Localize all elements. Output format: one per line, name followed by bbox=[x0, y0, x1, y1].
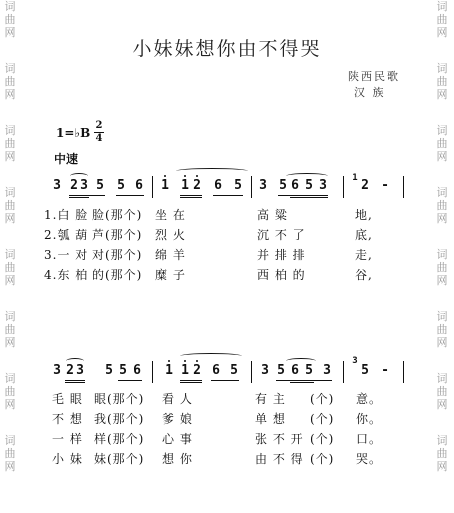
watermark-right-4: 词 曲 网 bbox=[436, 186, 448, 225]
lyric: 单 想 bbox=[255, 412, 286, 426]
end-bar-line bbox=[403, 361, 404, 383]
beam bbox=[180, 195, 202, 196]
time-signature-top: 2 bbox=[95, 120, 103, 131]
slur bbox=[176, 168, 248, 174]
high-octave-dot bbox=[184, 175, 186, 177]
lyric: (个) bbox=[310, 392, 335, 406]
beam bbox=[213, 195, 243, 196]
lyric: 眼(那个) bbox=[94, 392, 145, 406]
notation-line-1 bbox=[0, 173, 454, 200]
beam bbox=[180, 197, 202, 198]
watermark-right-7: 词 曲 网 bbox=[436, 372, 448, 411]
watermark-right-2: 词 曲 网 bbox=[436, 62, 448, 101]
lyric: 沉 不 了 bbox=[257, 228, 306, 242]
watermark-right-6: 词 曲 网 bbox=[436, 310, 448, 349]
lyric: 糜 子 bbox=[155, 268, 186, 282]
bar-line bbox=[251, 361, 252, 383]
end-bar-line bbox=[403, 176, 404, 198]
notation-line-2 bbox=[0, 356, 454, 385]
lyric: 并 排 排 bbox=[257, 248, 306, 262]
note: 6 bbox=[291, 178, 299, 193]
lyric: 意。 bbox=[356, 392, 383, 406]
bar-line bbox=[343, 176, 344, 198]
credit-ethnicity: 汉 族 bbox=[354, 86, 386, 99]
high-octave-dot bbox=[168, 360, 170, 362]
note: 5 bbox=[305, 363, 313, 378]
lyric: 烈 火 bbox=[155, 228, 186, 242]
beam bbox=[118, 380, 142, 381]
slur bbox=[70, 173, 88, 179]
note: 5 bbox=[117, 178, 125, 193]
note: 3 bbox=[259, 178, 267, 193]
key-signature: 1=♭B bbox=[56, 126, 91, 140]
note: 5 bbox=[96, 178, 104, 193]
watermark-right-3: 词 曲 网 bbox=[436, 124, 448, 163]
note: 1 bbox=[181, 178, 189, 193]
lyric: 样(那个) bbox=[94, 432, 145, 446]
beam bbox=[116, 195, 144, 196]
note: 3 bbox=[323, 363, 331, 378]
note: 3 bbox=[76, 363, 84, 378]
watermark-right-5: 词 曲 网 bbox=[436, 248, 448, 287]
note: 3 bbox=[319, 178, 327, 193]
beam bbox=[180, 380, 202, 381]
watermark-left-3: 词 曲 网 bbox=[4, 124, 16, 163]
lyric: 想 你 bbox=[162, 452, 193, 466]
bar-line bbox=[343, 361, 344, 383]
lyric: 西 柏 的 bbox=[257, 268, 306, 282]
note: 6 bbox=[133, 363, 141, 378]
beam bbox=[276, 380, 332, 381]
beam bbox=[69, 197, 89, 198]
dash: - bbox=[381, 178, 389, 193]
note: 5 bbox=[305, 178, 313, 193]
note: 2 bbox=[193, 363, 201, 378]
lyric: 绵 羊 bbox=[155, 248, 186, 262]
bar-line bbox=[152, 176, 153, 198]
slur bbox=[286, 173, 328, 179]
note: 5 bbox=[105, 363, 113, 378]
note: 5 bbox=[279, 178, 287, 193]
lyric: 1.白 脸 bbox=[44, 208, 89, 222]
lyric: 高 粱 bbox=[257, 208, 288, 222]
bar-line bbox=[152, 361, 153, 383]
note: 1 bbox=[181, 363, 189, 378]
lyric: (个) bbox=[310, 412, 335, 426]
beam bbox=[69, 195, 105, 196]
time-signature bbox=[94, 121, 104, 144]
note: 6 bbox=[291, 363, 299, 378]
high-octave-dot bbox=[184, 360, 186, 362]
beam bbox=[278, 195, 328, 196]
note: 3 bbox=[80, 178, 88, 193]
lyric: 3.一 对 bbox=[44, 248, 89, 262]
note: 5 bbox=[361, 363, 369, 378]
watermark-left-8: 词 曲 网 bbox=[4, 434, 16, 473]
lyric: (个) bbox=[310, 432, 335, 446]
slur bbox=[66, 358, 84, 364]
lyric: 对(那个) bbox=[92, 248, 143, 262]
note: 2 bbox=[70, 178, 78, 193]
lyric: 谷, bbox=[355, 268, 373, 282]
watermark-right-8: 词 曲 网 bbox=[436, 434, 448, 473]
high-octave-dot bbox=[196, 175, 198, 177]
beam bbox=[290, 197, 328, 198]
lyric: 脸(那个) bbox=[92, 208, 143, 222]
note: 5 bbox=[230, 363, 238, 378]
lyric: 毛 眼 bbox=[52, 392, 83, 406]
lyric: 心 事 bbox=[162, 432, 193, 446]
note: 6 bbox=[214, 178, 222, 193]
dash: - bbox=[381, 363, 389, 378]
lyric: 地, bbox=[355, 208, 373, 222]
note: 1 bbox=[161, 178, 169, 193]
song-title: 小妹妹想你由不得哭 bbox=[132, 38, 322, 60]
bar-line bbox=[251, 176, 252, 198]
watermark-left-7: 词 曲 网 bbox=[4, 372, 16, 411]
beam bbox=[211, 380, 239, 381]
note: 5 bbox=[234, 178, 242, 193]
note: 5 bbox=[277, 363, 285, 378]
credit-origin: 陕西民歌 bbox=[348, 70, 400, 83]
watermark-right-1: 词 曲 网 bbox=[436, 0, 448, 39]
high-octave-dot bbox=[196, 360, 198, 362]
beam bbox=[65, 380, 85, 381]
lyric: 有 主 bbox=[255, 392, 286, 406]
lyric: 2.瓠 葫 bbox=[44, 228, 89, 242]
lyric: 你。 bbox=[356, 412, 383, 426]
lyric: 哭。 bbox=[356, 452, 383, 466]
lyric: 底, bbox=[355, 228, 373, 242]
grace-note: 1 bbox=[352, 173, 358, 183]
watermark-left-6: 词 曲 网 bbox=[4, 310, 16, 349]
high-octave-dot bbox=[164, 175, 166, 177]
tempo-marking: 中速 bbox=[54, 152, 79, 166]
lyric: 张 不 开 bbox=[255, 432, 304, 446]
time-signature-bottom: 4 bbox=[95, 133, 103, 144]
lyric: 爹 娘 bbox=[162, 412, 193, 426]
lyric: 的(那个) bbox=[92, 268, 143, 282]
lyric: 不 想 bbox=[52, 412, 83, 426]
note: 3 bbox=[53, 363, 61, 378]
note: 6 bbox=[135, 178, 143, 193]
note: 3 bbox=[261, 363, 269, 378]
note: 5 bbox=[119, 363, 127, 378]
watermark-left-4: 词 曲 网 bbox=[4, 186, 16, 225]
lyric: 坐 在 bbox=[155, 208, 186, 222]
lyric: 看 人 bbox=[162, 392, 193, 406]
lyric: 一 样 bbox=[52, 432, 83, 446]
lyric: 走, bbox=[355, 248, 373, 262]
lyric: 妹(那个) bbox=[94, 452, 145, 466]
lyric: 芦(那个) bbox=[92, 228, 143, 242]
beam bbox=[65, 382, 85, 383]
lyric: 小 妹 bbox=[52, 452, 83, 466]
note: 6 bbox=[212, 363, 220, 378]
grace-note: 3 bbox=[352, 356, 358, 366]
beam bbox=[180, 382, 202, 383]
slur bbox=[286, 358, 316, 364]
lyric: 我(那个) bbox=[94, 412, 145, 426]
lyric: 4.东 柏 bbox=[44, 268, 89, 282]
note: 2 bbox=[66, 363, 74, 378]
lyric: (个) bbox=[310, 452, 335, 466]
lyric: 由 不 得 bbox=[255, 452, 304, 466]
watermark-left-5: 词 曲 网 bbox=[4, 248, 16, 287]
note: 3 bbox=[53, 178, 61, 193]
watermark-left-2: 词 曲 网 bbox=[4, 62, 16, 101]
beam bbox=[290, 382, 314, 383]
note: 1 bbox=[165, 363, 173, 378]
note: 2 bbox=[193, 178, 201, 193]
lyric: 口。 bbox=[356, 432, 383, 446]
note: 2 bbox=[361, 178, 369, 193]
watermark-left-1: 词 曲 网 bbox=[4, 0, 16, 39]
slur bbox=[180, 353, 242, 359]
